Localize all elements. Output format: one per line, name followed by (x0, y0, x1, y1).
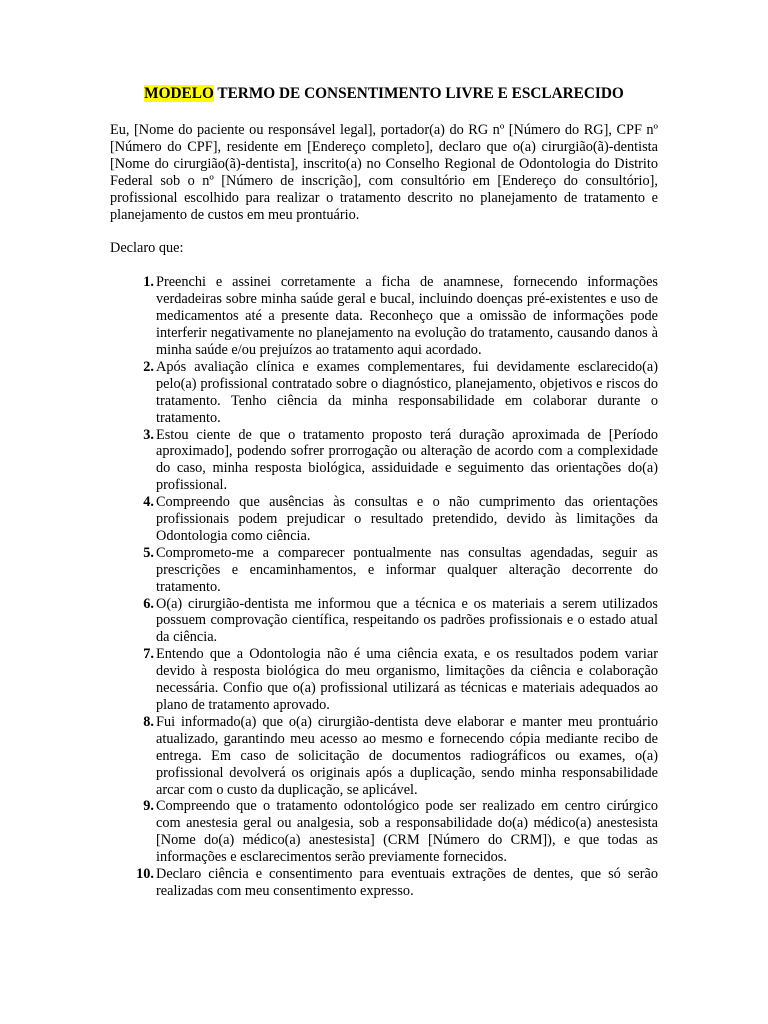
clause-text: Estou ciente de que o tratamento proposto terá duração aproximada de [Período aproximado], podendo sofrer prorrogação ou alteração de acordo com a complexidade do caso, minha resposta biológica, assiduidade e seguimento das orientações do(a) profissional. (156, 426, 658, 494)
clause-number: 6. (143, 595, 154, 612)
clause-text: Compreendo que ausências às consultas e o não cumprimento das orientações profissionais podem prejudicar o resultado pretendido, devido às limitações da Odontologia como ciência. (156, 494, 658, 544)
clause-text: Fui informado(a) que o(a) cirurgião-dentista deve elaborar e manter meu prontuário atualizado, garantindo meu acesso ao mesmo e fornecendo cópia mediante recibo de entrega. Em caso de solicitação de documentos radiográficos ou exames, o(a) profissional devolverá os originais após a duplicação, sendo minha responsabilidade arcar com o custo da duplicação, se aplicável. (156, 713, 658, 798)
clause-number: 5. (143, 544, 154, 561)
clause-item (110, 545, 658, 596)
clause-item (110, 714, 658, 799)
clause-number: 10. (136, 866, 154, 883)
clause-text: O(a) cirurgião-dentista me informou que a técnica e os materiais a serem utilizados possuem comprovação científica, respeitando os padrões profissionais e o estado atual da ciência. (156, 595, 658, 646)
clause-text: Compreendo que o tratamento odontológico pode ser realizado em centro cirúrgico com anestesia geral ou analgesia, sob a responsabilidade do(a) médico(a) anestesista [Nome do(a) médico(a) anestesista] (CRM [Número do CRM]), e que todas as informações e esclarecimentos serão previamente fornecidos. (156, 798, 658, 866)
clause-text: Preenchi e assinei corretamente a ficha de anamnese, fornecendo informações verdadeiras sobre minha saúde geral e bucal, incluindo doenças pré-existentes e uso de medicamentos até a presente data. Reconheço que a omissão de informações pode interferir negativamente no planejamento na evolução do tratamento, causando danos à minha saúde e/ou prejuízos ao tratamento aqui acordado. (156, 274, 658, 358)
clause-text: Após avaliação clínica e exames complementares, fui devidamente esclarecido(a) pelo(a) profissional contratado sobre o diagnóstico, planejamento, objetivos e riscos do tratamento. Tenho ciência da minha responsabilidade em colaborar durante o tratamento. (156, 358, 658, 426)
clause-item (110, 274, 658, 359)
clause-item (110, 427, 658, 495)
clause-item (110, 359, 658, 427)
clause-item (110, 798, 658, 866)
clause-number: 4. (143, 494, 154, 511)
clause-item (110, 866, 658, 900)
clause-number: 3. (143, 426, 154, 443)
clause-number: 1. (143, 274, 154, 291)
clause-list (110, 274, 658, 900)
clause-number: 7. (143, 646, 154, 663)
declaro-heading: Declaro que: (110, 240, 184, 257)
intro-paragraph: Eu, [Nome do paciente ou responsável legal], portador(a) do RG nº [Número do RG], CPF nº [Número do CPF], residente em [Endereço completo], declaro que o(a) cirurgião(ã)-dentista [Nome do cirurgião(ã)-dentista], inscrito(a) no Conselho Regional de Odontologia do Distrito Federal sob o nº [Número de inscrição], com consultório em [Endereço do consultório], profissional escolhido para realizar o tratamento descrito no planejamento de tratamento e planejamento de custos em meu prontuário. (110, 122, 658, 223)
clause-number: 9. (143, 798, 154, 815)
clause-text: Comprometo-me a comparecer pontualmente nas consultas agendadas, seguir as prescrições e encaminhamentos, e informar qualquer alteração decorrente do tratamento. (156, 544, 658, 595)
clause-number: 8. (143, 713, 154, 730)
clause-text: Declaro ciência e consentimento para eventuais extrações de dentes, que só serão realizadas com meu consentimento expresso. (156, 866, 658, 899)
title-text: TERMO DE CONSENTIMENTO LIVRE E ESCLARECIDO (213, 85, 624, 102)
title-highlight: MODELO (144, 85, 214, 102)
clause-text: Entendo que a Odontologia não é uma ciência exata, e os resultados podem variar devido à resposta biológica do meu organismo, limitações da ciência e colaboração necessária. Confio que o(a) profissional utilizará as técnicas e materiais adequados ao plano de tratamento aprovado. (156, 646, 658, 713)
document-title (110, 84, 658, 104)
clause-item (110, 596, 658, 647)
clause-number: 2. (143, 358, 154, 375)
clause-item (110, 494, 658, 545)
clause-item (110, 646, 658, 714)
